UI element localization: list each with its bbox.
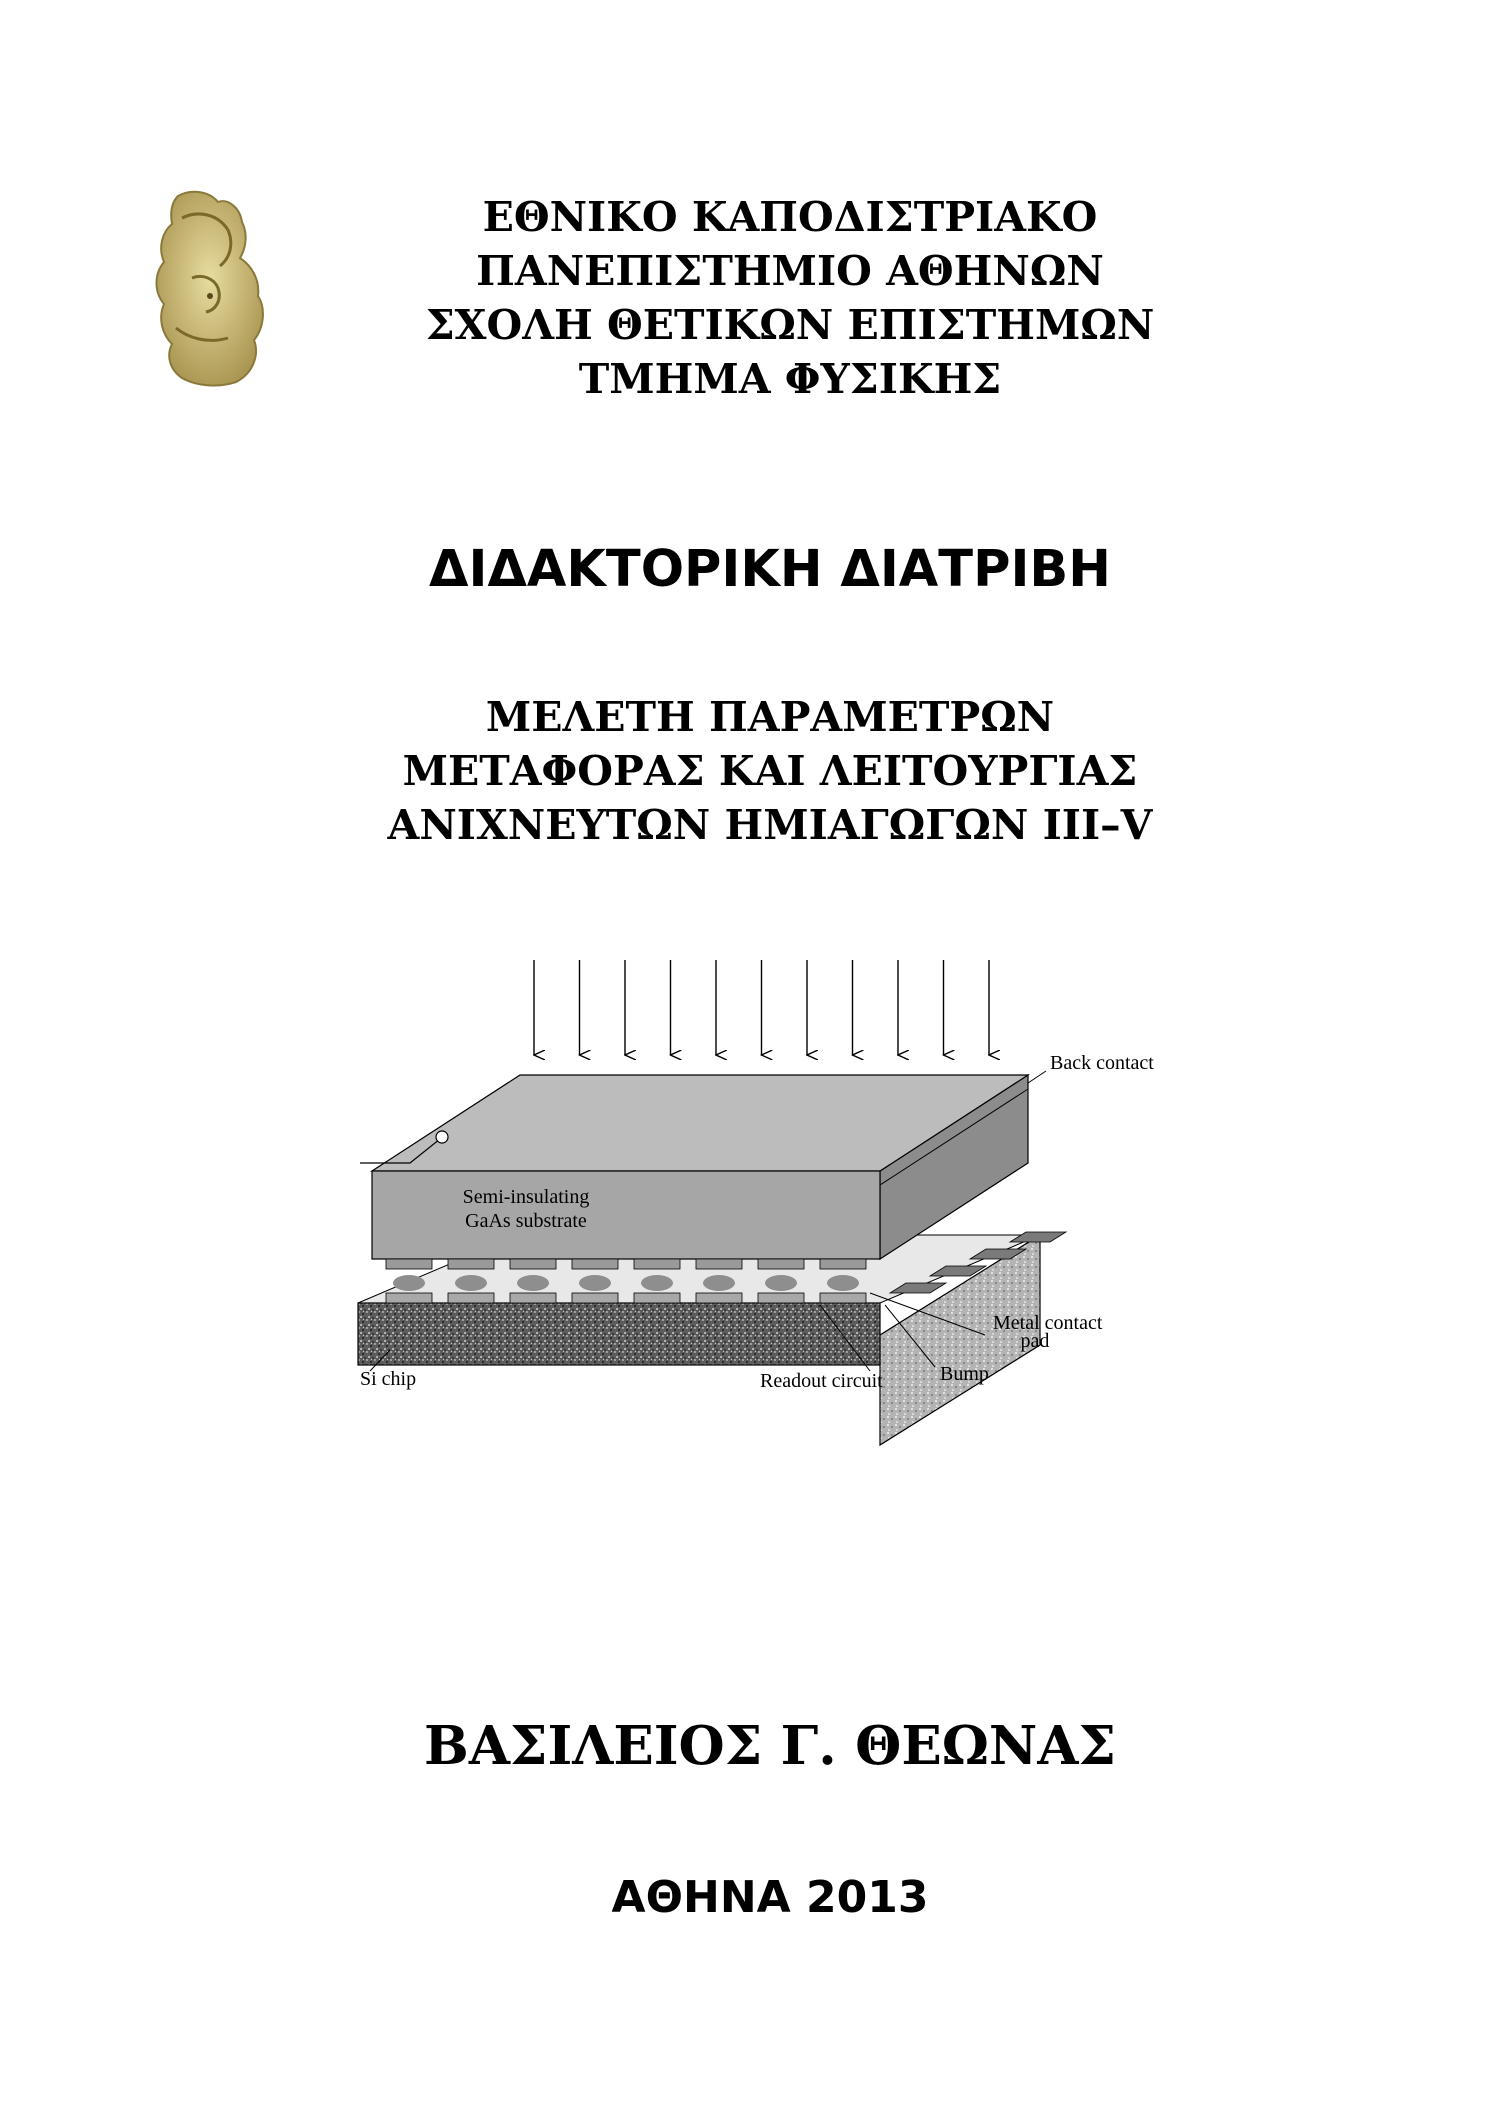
bump	[703, 1275, 735, 1291]
university-line-3: ΣΧΟΛΗ ΘΕΤΙΚΩΝ ΕΠΙΣΤΗΜΩΝ	[425, 301, 1155, 349]
readout-pad	[696, 1293, 742, 1303]
university-heading	[360, 190, 1220, 406]
label-metal-contact-line2: pad	[1020, 1330, 1050, 1352]
metal-contact-pad	[386, 1259, 432, 1269]
thesis-title	[0, 690, 1489, 852]
bump	[765, 1275, 797, 1291]
label-substrate-line2: GaAs substrate	[465, 1210, 587, 1232]
label-readout-circuit: Readout circuit	[760, 1370, 883, 1392]
university-logo-icon	[148, 188, 270, 388]
metal-contact-pad	[510, 1259, 556, 1269]
readout-pad	[572, 1293, 618, 1303]
metal-contact-pad	[758, 1259, 804, 1269]
metal-contact-pad	[448, 1259, 494, 1269]
readout-pad	[448, 1293, 494, 1303]
title-line-1: ΜΕΛΕΤΗ ΠΑΡΑΜΕΤΡΩΝ	[485, 693, 1055, 741]
radiation-arrows	[534, 960, 989, 1055]
university-line-1: ΕΘΝΙΚΟ ΚΑΠΟΔΙΣΤΡΙΑΚΟ	[482, 193, 1098, 241]
university-line-2: ΠΑΝΕΠΙΣΤΗΜΙΟ ΑΘΗΝΩΝ	[476, 247, 1104, 295]
readout-pad	[758, 1293, 804, 1303]
label-metal-contact-line1: Metal contact	[993, 1312, 1103, 1334]
bump	[579, 1275, 611, 1291]
readout-pad	[634, 1293, 680, 1303]
bump	[455, 1275, 487, 1291]
metal-contact-pad	[1010, 1232, 1066, 1242]
label-si-chip: Si chip	[360, 1368, 417, 1390]
readout-pad	[820, 1293, 866, 1303]
university-line-4: ΤΜΗΜΑ ΦΥΣΙΚΗΣ	[578, 355, 1002, 403]
label-bump: Bump	[940, 1363, 989, 1385]
readout-pad	[386, 1293, 432, 1303]
metal-contact-pad	[820, 1259, 866, 1269]
bump	[393, 1275, 425, 1291]
detector-diagram	[350, 960, 1200, 1500]
metal-contact-pad	[696, 1259, 742, 1269]
si-chip-front	[358, 1303, 880, 1365]
metal-contact-pad	[634, 1259, 680, 1269]
label-back-contact: Back contact	[1050, 1052, 1154, 1074]
bias-terminal	[436, 1131, 448, 1143]
bump	[517, 1275, 549, 1291]
readout-pad	[510, 1293, 556, 1303]
label-substrate-line1: Semi-insulating	[462, 1186, 590, 1208]
substrate-front	[372, 1171, 880, 1259]
bump	[641, 1275, 673, 1291]
bump	[827, 1275, 859, 1291]
place-and-year: ΑΘΗΝΑ 2013	[611, 1872, 929, 1923]
metal-contact-pad	[572, 1259, 618, 1269]
document-type: ΔΙΔΑΚΤΟΡΙΚΗ ΔΙΑΤΡΙΒΗ	[429, 540, 1111, 599]
title-line-3: ΑΝΙΧΝΕΥΤΩΝ ΗΜΙΑΓΩΓΩΝ III–V	[387, 801, 1153, 849]
title-line-2: ΜΕΤΑΦΟΡΑΣ ΚΑΙ ΛΕΙΤΟΥΡΓΙΑΣ	[402, 747, 1138, 795]
author-name: ΒΑΣΙΛΕΙΟΣ Γ. ΘΕΩΝΑΣ	[424, 1715, 1116, 1777]
